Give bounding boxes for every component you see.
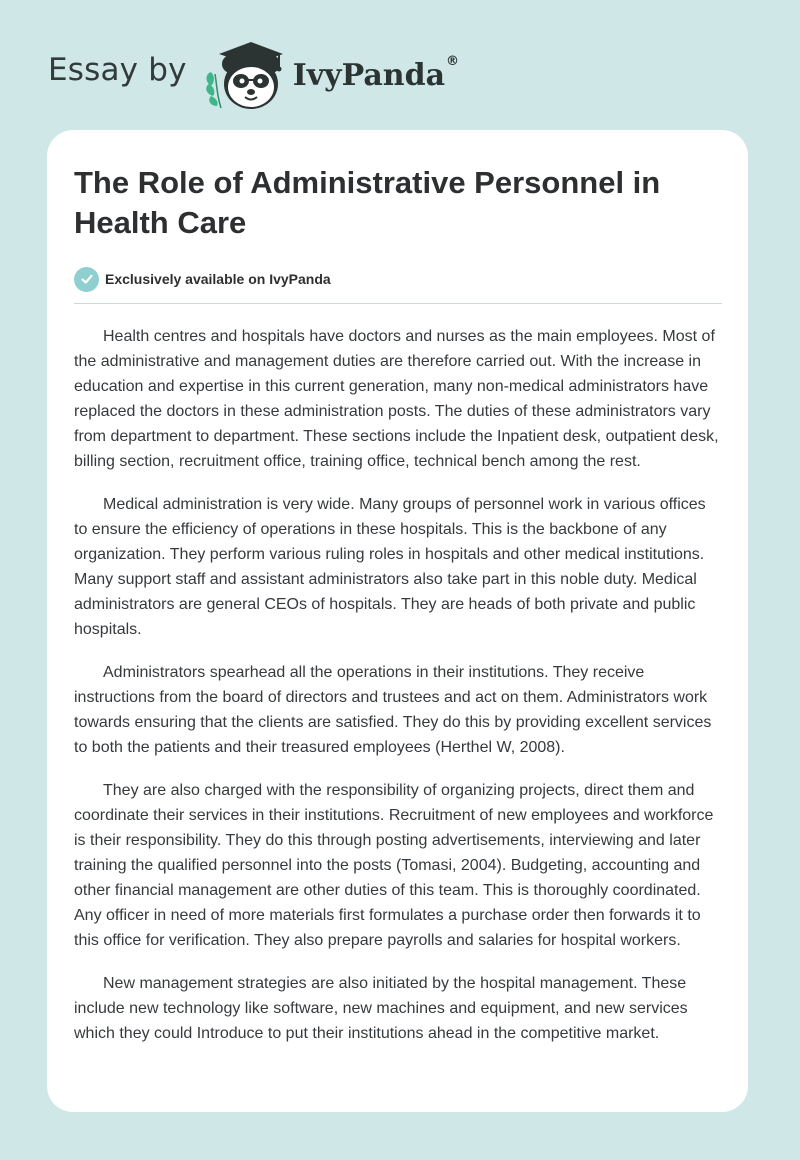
divider <box>74 303 722 304</box>
brand-prefix: Essay by <box>48 52 187 88</box>
exclusive-badge <box>74 265 722 293</box>
brand-name: IvyPanda® <box>292 53 460 93</box>
paragraph: Medical administration is very wide. Many groups of personnel work in various offices to ensure the efficiency of operations in these hospitals. This is the backbone of any organization. They perform various ruling roles in hospitals and other medical institutions. Many support staff and assistant administrators also take part in this noble duty. Medical administrators are general CEOs of hospitals. They are heads of both private and public hospitals. <box>74 496 706 638</box>
checkmark-icon <box>74 267 99 292</box>
article-body <box>74 324 722 1046</box>
paragraph: Administrators spearhead all the operations in their institutions. They receive instructions from the board of directors and trustees and act on them. Administrators work towards ensuring that the clients are satisfied. They do this by providing excellent services to both the patients and their treasured employees (Herthel W, 2008). <box>74 664 712 756</box>
trademark-symbol: ® <box>446 53 460 69</box>
article-card <box>47 130 748 1112</box>
badge-label: Exclusively available on IvyPanda <box>105 271 331 287</box>
page-title: The Role of Administrative Personnel in Health Care <box>74 165 661 240</box>
ivypanda-logo-icon <box>201 34 291 114</box>
brand-header <box>48 34 459 114</box>
paragraph: New management strategies are also initiated by the hospital management. These include new technology like software, new machines and equipment, and new services which they could Introduce to put their institutions ahead in the competitive market. <box>74 975 688 1042</box>
paragraph: Health centres and hospitals have doctors and nurses as the main employees. Most of the administrative and management duties are therefore carried out. With the increase in education and expertise in this current generation, many non-medical administrators have replaced the doctors in these administration posts. The duties of these administrators vary from department to department. These sections include the Inpatient desk, outpatient desk, billing section, recruitment office, training office, technical bench among the rest. <box>74 328 719 470</box>
paragraph: They are also charged with the responsibility of organizing projects, direct them and coordinate their services in their institutions. Recruitment of new employees and workforce is their responsibility. They do this through posting advertisements, interviewing and later training the qualified personnel into the posts (Tomasi, 2004). Budgeting, accounting and other financial management are other duties of this team. This is thoroughly coordinated. Any officer in need of more materials first formulates a purchase order then forwards it to this office for verification. They also prepare payrolls and salaries for hospital workers. <box>74 782 714 949</box>
